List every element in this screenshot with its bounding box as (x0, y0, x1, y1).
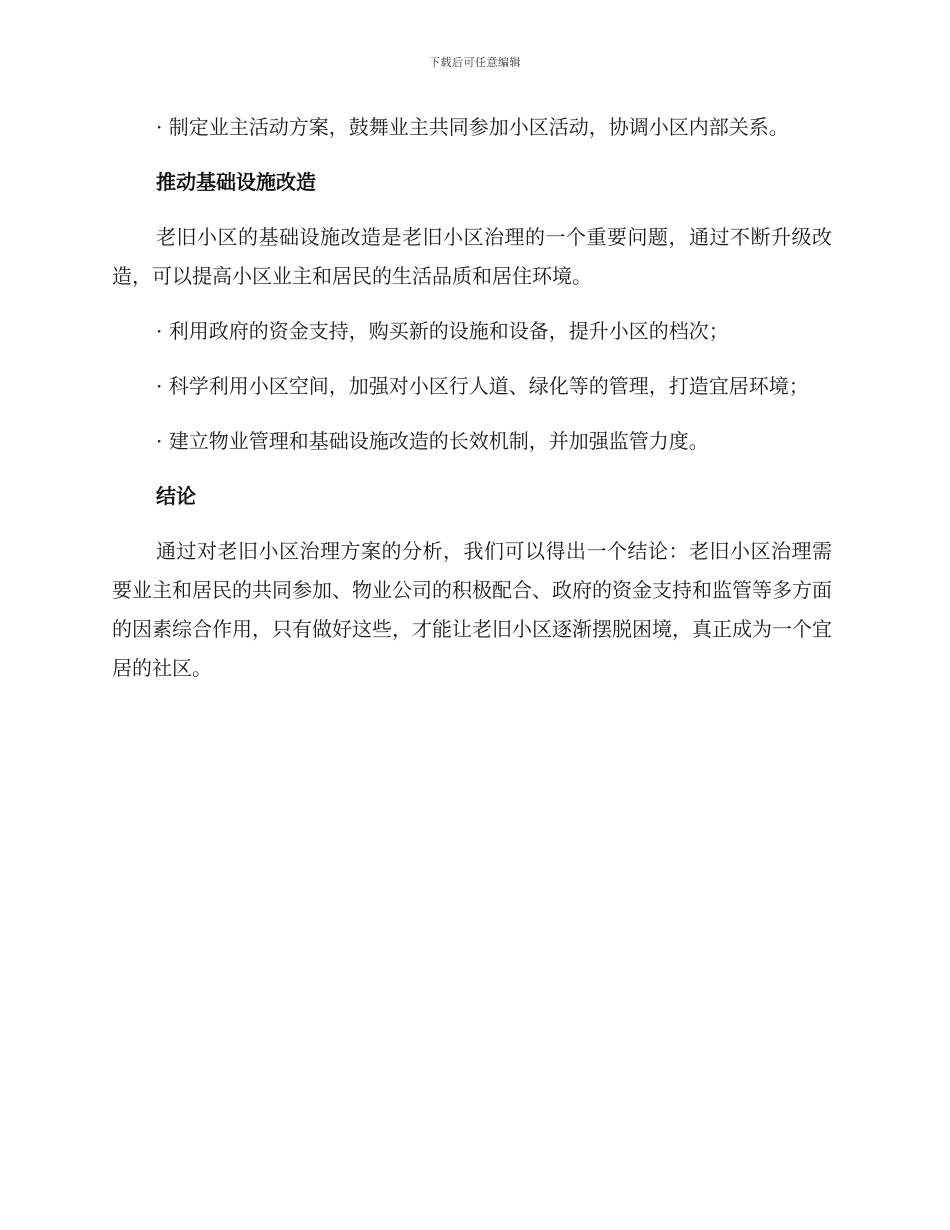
paragraph-conclusion: 通过对老旧小区治理方案的分析，我们可以得出一个结论：老旧小区治理需要业主和居民的共同参加、物业公司的积极配合、政府的资金支持和监管等多方面的因素综合作用，只有做好这些，才能让老旧小区逐渐摆脱困境，真正成为一个宜居的社区。 (112, 539, 832, 680)
bullet-long-term-mechanism: · 建立物业管理和基础设施改造的长效机制，并加强监管力度。 (156, 429, 709, 453)
bullet-activity-plan: · 制定业主活动方案，鼓舞业主共同参加小区活动，协调小区内部关系。 (156, 115, 789, 139)
section-heading-infrastructure: 推动基础设施改造 (156, 170, 316, 194)
bullet-space-management: · 科学利用小区空间，加强对小区行人道、绿化等的管理，打造宜居环境； (156, 374, 809, 398)
document-body (112, 108, 832, 704)
section-heading-conclusion: 结论 (156, 484, 196, 508)
paragraph-infrastructure: 老旧小区的基础设施改造是老旧小区治理的一个重要问题，通过不断升级改造，可以提高小区业主和居民的生活品质和居住环境。 (112, 225, 832, 288)
bullet-government-funding: · 利用政府的资金支持，购买新的设施和设备，提升小区的档次； (156, 319, 729, 343)
page-header: 下载后可任意编辑 (429, 56, 521, 69)
